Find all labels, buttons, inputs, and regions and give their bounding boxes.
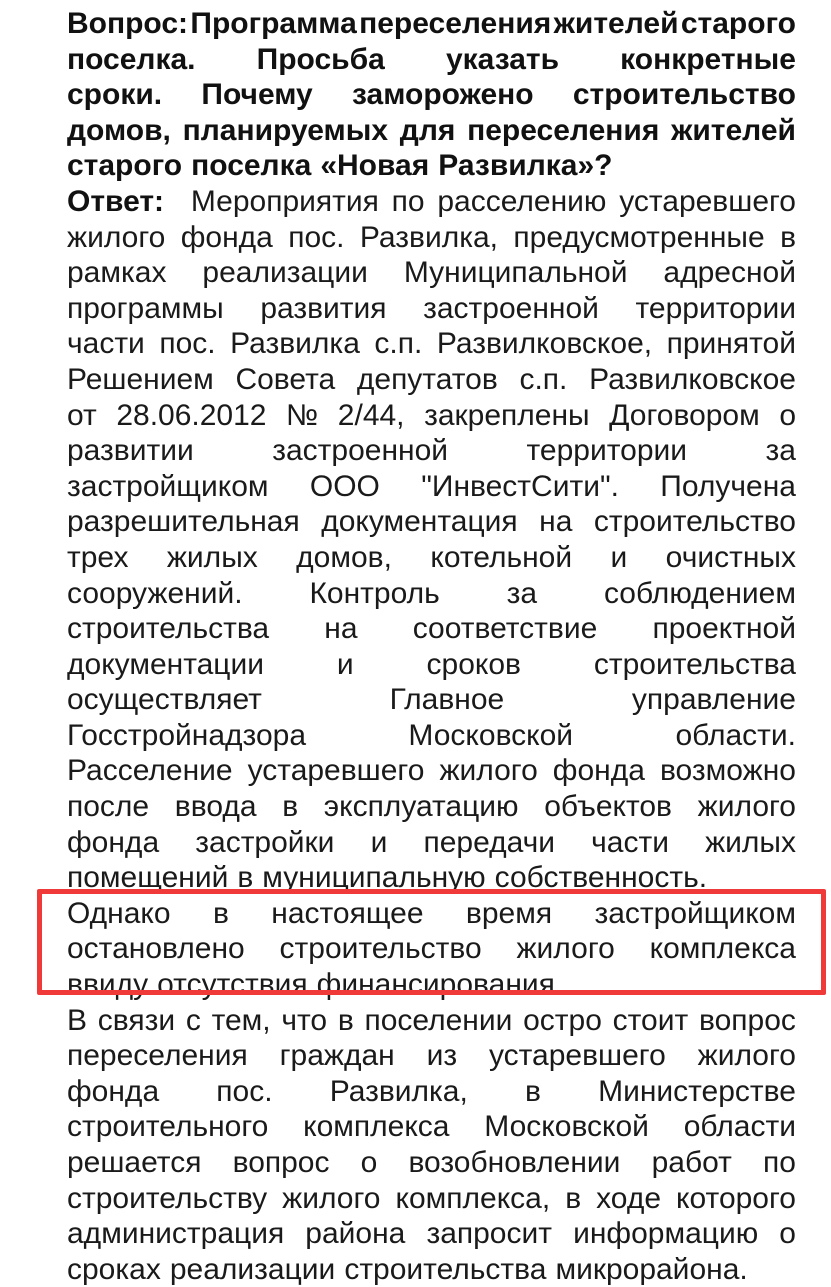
word: строительства xyxy=(593,647,796,681)
word: 2/44, xyxy=(337,398,405,432)
highlight-box xyxy=(37,889,826,995)
word: жилых xyxy=(166,540,258,574)
word: В xyxy=(67,1003,88,1037)
word: устаревшего xyxy=(247,754,425,788)
word: Московской xyxy=(484,1110,649,1144)
word: и xyxy=(336,647,354,681)
word: строительство xyxy=(572,78,796,112)
word: разрешительная xyxy=(67,505,300,539)
answer-line xyxy=(67,398,796,434)
answer-line xyxy=(67,789,796,825)
word: время xyxy=(465,896,553,930)
word: старого xyxy=(680,7,796,40)
word: жителей xyxy=(553,7,679,40)
answer-line xyxy=(67,825,796,861)
closing-line xyxy=(67,1252,796,1287)
question-line xyxy=(67,42,796,78)
answer-line xyxy=(67,433,796,469)
word: старого xyxy=(67,149,183,183)
closing-line xyxy=(67,1216,796,1252)
word: сооружений. xyxy=(67,576,243,610)
closing-line xyxy=(67,1003,796,1039)
question-line xyxy=(67,148,796,184)
answer-line xyxy=(67,682,796,718)
word: Почему xyxy=(201,78,313,112)
word: территории xyxy=(635,291,796,325)
word: комплекса, xyxy=(395,1181,551,1215)
question-line xyxy=(67,77,796,113)
word: в xyxy=(337,1003,354,1037)
word: о xyxy=(779,398,796,432)
word: сроков xyxy=(426,647,521,681)
word: поселении xyxy=(364,1003,513,1037)
word: жилого xyxy=(282,1181,381,1215)
word: с.п. xyxy=(374,327,423,361)
word: на xyxy=(324,612,358,646)
answer-block xyxy=(67,184,796,1287)
answer-line xyxy=(67,753,796,789)
word: запросит xyxy=(426,1217,552,1251)
word: от xyxy=(67,398,97,432)
word: адресной xyxy=(663,256,796,290)
word: за xyxy=(506,576,538,610)
word: работ xyxy=(651,1146,732,1179)
closing-line xyxy=(67,1074,796,1110)
word: развитии xyxy=(67,434,194,468)
word: ООО xyxy=(309,469,380,503)
word: в xyxy=(565,1181,582,1215)
answer-line xyxy=(67,647,796,683)
word: котельной xyxy=(430,540,573,574)
answer-line xyxy=(67,611,796,647)
word: Развилковское, xyxy=(436,327,653,361)
word: пос. xyxy=(159,327,216,361)
word: программы xyxy=(67,291,224,325)
word: Развилка xyxy=(230,327,360,361)
word: Получена xyxy=(660,469,796,503)
answer-line xyxy=(67,504,796,540)
word: Программа xyxy=(190,7,357,40)
word: соблюдением xyxy=(603,576,796,610)
word: документация xyxy=(321,505,518,539)
word: что xyxy=(281,1003,328,1037)
word: Муниципальной xyxy=(403,256,628,290)
word: по xyxy=(763,1146,796,1179)
word: области xyxy=(683,1110,796,1144)
word: проектной xyxy=(652,612,796,646)
word: о xyxy=(360,1146,378,1179)
word: области. xyxy=(675,718,796,752)
word: поселка xyxy=(191,149,312,183)
word: Расселение xyxy=(67,754,233,788)
word: № xyxy=(286,398,319,432)
word: Однако xyxy=(67,896,171,930)
word: жилого xyxy=(697,790,796,824)
question-line xyxy=(67,113,796,149)
word: с xyxy=(185,1003,201,1037)
question-line xyxy=(67,6,796,42)
word: стоит xyxy=(612,1003,689,1037)
word: заморожено xyxy=(352,78,534,112)
closing-line xyxy=(67,1181,796,1217)
word: передачи xyxy=(423,825,556,859)
word: пос. xyxy=(288,220,345,254)
word: реализации xyxy=(169,1252,336,1286)
word: остановлено xyxy=(67,932,245,966)
answer-line xyxy=(67,718,796,754)
question-block xyxy=(67,6,796,184)
word: Развилка, xyxy=(329,1074,468,1108)
word: муниципальную xyxy=(262,861,486,895)
word: граждан xyxy=(279,1039,395,1073)
word: и xyxy=(610,540,628,574)
word: в xyxy=(212,896,229,930)
word: связи xyxy=(97,1003,176,1037)
word: предусмотренные xyxy=(513,220,765,254)
answer-line xyxy=(67,220,796,256)
word: очистных xyxy=(665,540,796,574)
word: документации xyxy=(67,647,264,681)
word: возможно xyxy=(659,754,796,788)
word: территории xyxy=(526,434,688,468)
word: Главное xyxy=(389,683,505,717)
word: Министерстве xyxy=(598,1074,796,1108)
word: реализации xyxy=(202,256,368,290)
word: комплекса xyxy=(303,1110,450,1144)
word: конкретные xyxy=(620,42,796,76)
word: жителей xyxy=(671,113,796,147)
word: Мероприятия xyxy=(190,184,379,218)
word: устаревшего xyxy=(488,1039,666,1073)
word: ввиду xyxy=(67,968,149,1002)
word: жилого xyxy=(439,754,538,788)
word: которого xyxy=(676,1181,796,1215)
word: сроках xyxy=(67,1252,161,1286)
word: указать xyxy=(445,42,560,76)
word: вопрос xyxy=(698,1003,796,1037)
closing-line xyxy=(67,1145,796,1181)
word: возобновлении xyxy=(408,1146,621,1179)
document-body xyxy=(67,6,796,1287)
word: жилого xyxy=(67,220,166,254)
word: фонда xyxy=(552,754,645,788)
word: администрация xyxy=(67,1217,285,1251)
word: расселению xyxy=(437,184,607,218)
word: строительство xyxy=(279,932,482,966)
word: настоящее xyxy=(271,896,424,930)
word: строительство xyxy=(593,505,796,539)
word: в xyxy=(282,790,299,824)
word: объектов xyxy=(544,790,672,824)
word: устаревшего xyxy=(619,184,796,218)
word: переселения xyxy=(467,113,660,147)
word: вопрос xyxy=(232,1146,330,1179)
word: Развилковское xyxy=(589,362,796,396)
word: части xyxy=(67,327,145,361)
answer-line xyxy=(67,576,796,612)
word: строительного xyxy=(67,1110,269,1144)
word: строительства xyxy=(67,612,270,646)
word: остро xyxy=(523,1003,602,1037)
word: Договором xyxy=(609,398,760,432)
word: депутатов xyxy=(356,362,498,396)
answer-line xyxy=(67,291,796,327)
word: Совета xyxy=(235,362,336,396)
word: осуществляет xyxy=(67,683,262,717)
word: «Новая xyxy=(320,149,430,183)
word: из xyxy=(426,1039,458,1073)
word: Решением xyxy=(67,362,214,396)
word: в xyxy=(237,861,254,895)
word: комплекса xyxy=(649,932,796,966)
answer-line xyxy=(67,326,796,362)
answer-line xyxy=(67,540,796,576)
word: для xyxy=(399,113,456,147)
word: Развилка, xyxy=(359,220,499,254)
word: застроенной xyxy=(423,291,599,325)
word: переселения xyxy=(67,1039,248,1073)
word: жилого xyxy=(516,932,615,966)
word: эксплуатацию xyxy=(323,790,519,824)
word: трех xyxy=(67,540,129,574)
word: переселения xyxy=(359,7,552,40)
word: с.п. xyxy=(519,362,568,396)
word: решается xyxy=(67,1146,202,1179)
word: и xyxy=(370,825,388,859)
answer-line xyxy=(67,255,796,291)
word: Вопрос: xyxy=(67,7,189,40)
word: за xyxy=(765,434,796,468)
word: в xyxy=(524,1074,541,1108)
word: застройки xyxy=(195,825,335,859)
word: отсутствия xyxy=(157,968,308,1002)
word: строительства xyxy=(344,1252,547,1286)
word: Просьба xyxy=(256,42,385,76)
word: тем, xyxy=(211,1003,271,1037)
word: на xyxy=(539,505,573,539)
word: поселка. xyxy=(67,42,196,76)
word: Госстройнадзора xyxy=(67,718,307,752)
word: по xyxy=(391,184,425,218)
word: в xyxy=(780,220,796,254)
word: Московской xyxy=(408,718,574,752)
closing-line xyxy=(67,1038,796,1074)
word: принятой xyxy=(666,327,796,361)
answer-line xyxy=(67,469,796,505)
word: района xyxy=(305,1217,406,1251)
word: ходе xyxy=(596,1181,662,1215)
word: застроенной xyxy=(272,434,449,468)
word: жилого xyxy=(697,1039,796,1073)
word: домов, xyxy=(67,113,171,147)
answer-line xyxy=(67,362,796,398)
word: части xyxy=(591,825,669,859)
answer-label: Ответ: xyxy=(67,184,165,218)
word: пос. xyxy=(216,1074,273,1108)
word: соответствие xyxy=(412,612,598,646)
closing-line xyxy=(67,1109,796,1145)
word: микрорайона. xyxy=(555,1252,748,1286)
word: сроки. xyxy=(67,78,163,112)
word: домов, xyxy=(296,540,392,574)
word: фонда xyxy=(67,825,160,859)
word: Развилка»? xyxy=(438,149,613,183)
word: строительству xyxy=(67,1181,268,1215)
word: о xyxy=(779,1217,796,1251)
word: ввода xyxy=(174,790,257,824)
word: "ИнвестСити". xyxy=(421,469,619,503)
word: застройщиком xyxy=(594,896,796,930)
word: 28.06.2012 xyxy=(116,398,267,432)
word: застройщиком xyxy=(67,469,269,503)
word: планируемых xyxy=(182,113,389,147)
word: информацию xyxy=(573,1217,759,1251)
word: жилых xyxy=(705,825,796,859)
word: Контроль xyxy=(309,576,440,610)
word: фонда xyxy=(67,1074,160,1108)
word: собственность. xyxy=(494,861,708,895)
word: после xyxy=(67,790,150,824)
word: закреплены xyxy=(424,398,590,432)
word: фонда xyxy=(180,220,273,254)
word: помещений xyxy=(67,861,229,895)
word: развития xyxy=(260,291,387,325)
answer-line xyxy=(67,184,796,220)
word: рамках xyxy=(67,256,167,290)
word: финансирования. xyxy=(316,968,564,1002)
word: управление xyxy=(631,683,796,717)
